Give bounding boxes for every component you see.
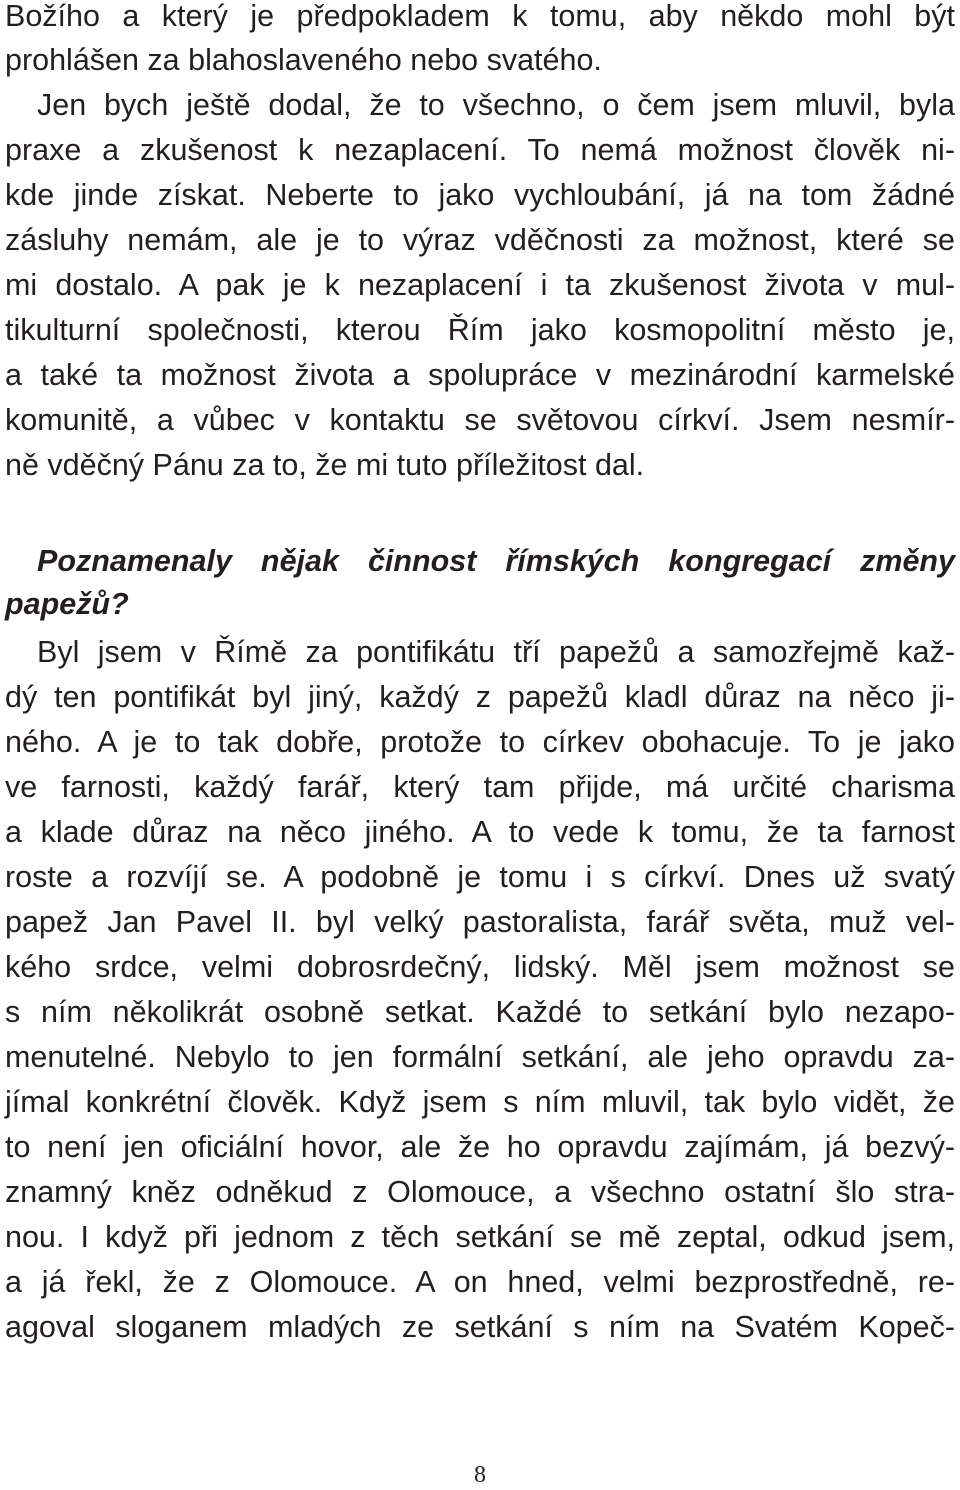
text-line: tikulturní společnosti, kterou Řím jako kosmopolitní město je,: [5, 313, 955, 347]
text-line: roste a rozvíjí se. A podobně je tomu i s církví. Dnes už svatý: [5, 860, 955, 894]
text-line: kde jinde získat. Neberte to jako vychloubání, já na tom žádné: [5, 178, 955, 212]
text-line: Byl jsem v Římě za pontifikátu tří papežů a samozřejmě kaž-: [37, 635, 955, 669]
text-line: znamný kněz odněkud z Olomouce, a všechno ostatní šlo stra-: [5, 1175, 955, 1209]
text-line: a klade důraz na něco jiného. A to vede k tomu, že ta farnost: [5, 815, 955, 849]
text-line: ně vděčný Pánu za to, že mi tuto příležitost dal.: [5, 448, 645, 482]
text-line: papež Jan Pavel II. byl velký pastoralista, farář světa, muž vel-: [5, 905, 955, 939]
text-line: s ním několikrát osobně setkat. Každé to setkání bylo nezapo-: [5, 995, 955, 1029]
text-line: a také ta možnost života a spolupráce v mezinárodní karmelské: [5, 358, 955, 392]
text-line: menutelné. Nebylo to jen formální setkání, ale jeho opravdu za-: [5, 1040, 955, 1074]
text-line: ného. A je to tak dobře, protože to církev obohacuje. To je jako: [5, 725, 955, 759]
page-number: 8: [474, 1462, 486, 1488]
text-line: mi dostalo. A pak je k nezaplacení i ta zkušenost života v mul-: [5, 268, 955, 302]
text-line: kého srdce, velmi dobrosrdečný, lidský. Měl jsem možnost se: [5, 950, 955, 984]
section-heading: Poznamenaly nějak činnost římských kongregací změny: [37, 544, 955, 578]
text-line: agoval sloganem mladých ze setkání s ním na Svatém Kopeč-: [5, 1310, 955, 1344]
text-line: zásluhy nemám, ale je to výraz vděčnosti za možnost, které se: [5, 223, 955, 257]
text-line: prohlášen za blahoslaveného nebo svatého.: [5, 43, 602, 77]
section-heading: papežů?: [5, 587, 129, 621]
text-line: Jen bych ještě dodal, že to všechno, o čem jsem mluvil, byla: [37, 88, 955, 122]
text-line: dý ten pontifikát byl jiný, každý z papežů kladl důraz na něco ji-: [5, 680, 955, 714]
text-line: komunitě, a vůbec v kontaktu se světovou církví. Jsem nesmír-: [5, 403, 955, 437]
text-line: ve farnosti, každý farář, který tam přijde, má určité charisma: [5, 770, 955, 804]
text-line: jímal konkrétní člověk. Když jsem s ním mluvil, tak bylo vidět, že: [5, 1085, 955, 1119]
text-line: praxe a zkušenost k nezaplacení. To nemá možnost člověk ni-: [5, 133, 955, 167]
text-line: a já řekl, že z Olomouce. A on hned, velmi bezprostředně, re-: [5, 1265, 955, 1299]
text-line: nou. I když při jednom z těch setkání se mě zeptal, odkud jsem,: [5, 1220, 955, 1254]
text-line: Božího a který je předpokladem k tomu, aby někdo mohl být: [5, 0, 955, 33]
text-line: to není jen oficiální hovor, ale že ho opravdu zajímám, já bezvý-: [5, 1130, 955, 1164]
